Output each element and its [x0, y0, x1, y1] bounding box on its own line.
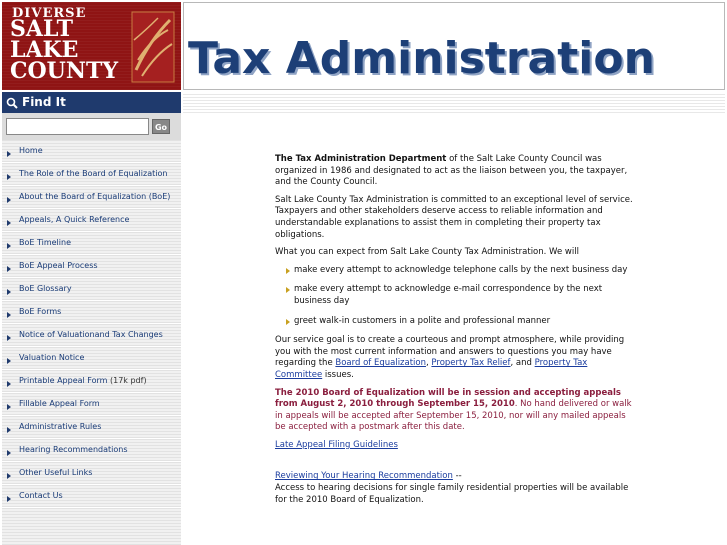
search-row [2, 113, 181, 140]
sidebar-item-contact-us[interactable]: Contact Us [2, 485, 181, 508]
sidebar-item-administrative-rules[interactable]: Administrative Rules [2, 416, 181, 439]
sidebar-item-boe-glossary[interactable]: BoE Glossary [2, 278, 181, 301]
commitment-paragraph: Salt Lake County Tax Administration is committed to an exceptional level of service. Taxpayers and other stakeholders deserve access to reliable information and understandable explanations to assist them in completing their property tax obligations. [275, 194, 633, 240]
sidebar-item-notice-of-valuation[interactable]: Notice of Valuationand Tax Changes [2, 324, 181, 347]
sidebar-item-home[interactable]: Home [2, 140, 181, 163]
arrow-right-icon [7, 289, 11, 295]
sidebar-item-other-useful-links[interactable]: Other Useful Links [2, 462, 181, 485]
bullet-arrow-icon [286, 319, 290, 325]
logo-emblem-icon [130, 10, 176, 84]
service-goal-paragraph: Our service goal is to create a courteous and prompt atmosphere, while providing you with the most current information and answers to questions you may have regarding the Board of Equalization, Property Tax Relief, and Property Tax Committee issues. [275, 335, 625, 380]
reviewing-hearing-recommendation-link[interactable]: Reviewing Your Hearing Recommendation [275, 471, 453, 482]
file-size-note: (17k pdf) [107, 376, 147, 385]
logo-line-lake: LAKE [10, 37, 79, 63]
arrow-right-icon [7, 450, 11, 456]
arrow-right-icon [7, 335, 11, 341]
banner-stripe [183, 92, 725, 113]
intro-bold: The Tax Administration Department [275, 154, 447, 164]
logo-line-salt: SALT [10, 16, 74, 42]
main-content [275, 154, 635, 512]
sidebar-filler [2, 508, 181, 545]
expectations-list [275, 265, 635, 327]
expectations-intro: What you can expect from Salt Lake County Tax Administration. We will [275, 247, 579, 258]
list-item: greet walk-in customers in a polite and professional manner [275, 316, 635, 328]
sidebar-item-boe-forms[interactable]: BoE Forms [2, 301, 181, 324]
list-item: make every attempt to acknowledge telephone calls by the next business day [275, 265, 635, 277]
sidebar-item-boe-appeal-process[interactable]: BoE Appeal Process [2, 255, 181, 278]
sidebar-item-appeals-quick-reference[interactable]: Appeals, A Quick Reference [2, 209, 181, 232]
late-appeal-guidelines-link[interactable]: Late Appeal Filing Guidelines [275, 439, 398, 450]
property-tax-relief-link[interactable]: Property Tax Relief [431, 358, 511, 369]
magnifier-icon [6, 97, 18, 109]
list-item: make every attempt to acknowledge e-mail correspondence by the next business day [275, 284, 635, 307]
sidebar-item-role-of-board[interactable]: The Role of the Board of Equalization [2, 163, 181, 186]
arrow-right-icon [7, 427, 11, 433]
logo-line-diverse: DIVERSE [12, 6, 87, 21]
bullet-arrow-icon [286, 268, 290, 274]
hearing-recommendation-paragraph: Reviewing Your Hearing Recommendation -- Access to hearing decisions for single family residential properties will be available for the 2010 Board of Equalization. [275, 471, 629, 505]
arrow-right-icon [7, 220, 11, 226]
page-banner [183, 2, 725, 90]
arrow-right-icon [7, 381, 11, 387]
board-of-equalization-link[interactable]: Board of Equalization [335, 358, 427, 369]
arrow-right-icon [7, 174, 11, 180]
intro-paragraph: The Tax Administration Department of the Salt Lake County Council was organized in 1986 and designated to act as the liaison between you, the taxpayer, and the County Council. [275, 154, 628, 188]
page-title: Tax Administration [188, 33, 655, 84]
arrow-right-icon [7, 266, 11, 272]
property-tax-committee-link[interactable]: Property Tax Committee [275, 358, 588, 380]
go-button[interactable]: Go [152, 119, 170, 134]
sidebar-item-about-boe[interactable]: About the Board of Equalization (BoE) [2, 186, 181, 209]
sidebar-item-hearing-recommendations[interactable]: Hearing Recommendations [2, 439, 181, 462]
sidebar-nav [2, 140, 181, 508]
search-input[interactable] [6, 118, 149, 135]
arrow-right-icon [7, 243, 11, 249]
sidebar-item-boe-timeline[interactable]: BoE Timeline [2, 232, 181, 255]
arrow-right-icon [7, 197, 11, 203]
late-appeal-paragraph [275, 440, 635, 452]
session-notice: The 2010 Board of Equalization will be in session and accepting appeals from August 2, 2010 through September 15, 2010. No hand delivered or walk in appeals will be accepted after September 15, 2010, nor will any mailed appeals be accepted with a postmark after this date. [275, 387, 632, 433]
county-logo[interactable] [2, 2, 181, 90]
bullet-arrow-icon [286, 287, 290, 293]
find-it-header [2, 92, 181, 113]
sidebar-item-fillable-appeal-form[interactable]: Fillable Appeal Form [2, 393, 181, 416]
arrow-right-icon [7, 312, 11, 318]
arrow-right-icon [7, 496, 11, 502]
logo-line-county: COUNTY [10, 58, 119, 84]
find-it-label: Find It [22, 95, 66, 109]
arrow-right-icon [7, 473, 11, 479]
sidebar-item-printable-appeal-form[interactable]: Printable Appeal Form (17k pdf) [2, 370, 181, 393]
session-notice-bold: The 2010 Board of Equalization will be in session and accepting appeals from August 2, 2010 through September 15, 2010 [275, 387, 621, 410]
arrow-right-icon [7, 358, 11, 364]
sidebar-item-valuation-notice[interactable]: Valuation Notice [2, 347, 181, 370]
arrow-right-icon [7, 151, 11, 157]
arrow-right-icon [7, 404, 11, 410]
